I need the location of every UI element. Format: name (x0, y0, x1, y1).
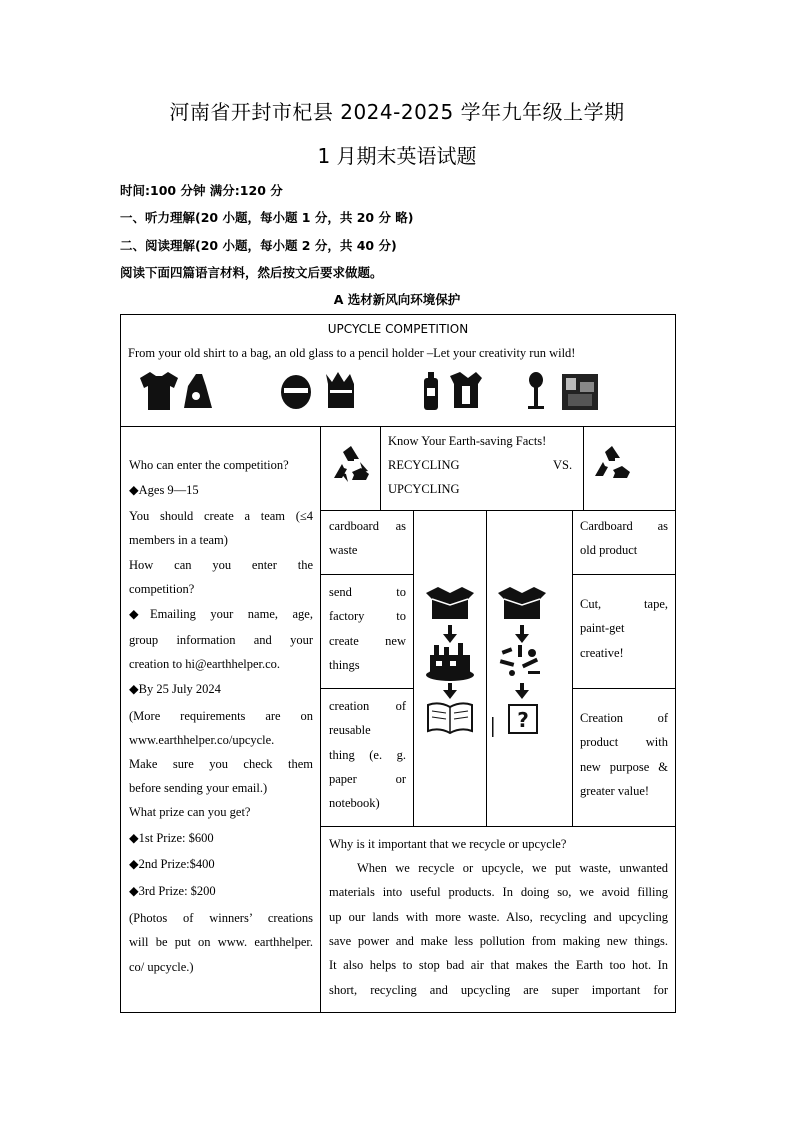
upcycle-step-line: creative! (580, 645, 624, 660)
arrow-down-icon (515, 683, 529, 699)
svg-text:?: ? (517, 708, 529, 732)
entry-info-line: competition? (129, 582, 195, 596)
entry-info-line: ◆Ages 9—15 (129, 483, 199, 497)
planter-icon (450, 372, 482, 408)
entry-info-line: ◆1st Prize: $600 (129, 831, 214, 845)
recycle-step-line: things (329, 657, 360, 672)
section-a-title: A 选材新风向环境保护 (333, 292, 461, 307)
upcycle-step-line: greater value! (580, 783, 650, 798)
factory-icon (426, 643, 474, 681)
entry-info-line: before sending your email.) (129, 781, 268, 795)
poster-heading: UPCYCLE COMPETITION (327, 322, 469, 336)
recycle-step-line: paper or (329, 771, 406, 786)
why-body-line: save power and make less pollution from making new things. (329, 933, 668, 948)
entry-info-line: (More requirements are on (129, 709, 313, 723)
recycling-flow-illustration (420, 585, 480, 745)
entry-info-line: How can you enter the (129, 558, 313, 572)
entry-info-line: members in a team) (129, 533, 228, 547)
facts-upcycling: UPCYCLING (388, 482, 460, 496)
why-body-line: short, recycling and upcycling are super important for (329, 982, 668, 997)
question-mark-icon (509, 705, 537, 733)
poster-tagline: From your old shirt to a bag, an old glass to a pencil holder –Let your creativity run wild! (128, 346, 576, 360)
facts-title: Know Your Earth-saving Facts! (388, 434, 547, 448)
bag-icon (184, 374, 212, 408)
entry-info-line: You should create a team (≤4 (129, 509, 313, 523)
part1-heading: 一、听力理解(20 小题，每小题 1 分，共 20 分 略) (120, 210, 414, 225)
upcycle-step-line: new purpose & (580, 759, 668, 774)
shirt-icon (140, 372, 178, 410)
recycle-step-line: reusable (329, 723, 371, 738)
arrow-down-icon (443, 625, 457, 643)
entry-info-line[interactable]: will be put on www. earthhelper. (129, 935, 313, 949)
entry-info-line[interactable]: www.earthhelper.co/upcycle. (129, 733, 275, 747)
entry-info-line: ◆Emailing your name, age, (129, 607, 313, 621)
upcycle-step-line: product with (580, 735, 668, 750)
entry-info-line[interactable]: creation to hi@earthhelper.co. (129, 657, 281, 671)
upcycle-icon (592, 444, 632, 482)
entry-info-line: Who can enter the competition? (129, 458, 289, 472)
upcycle-items-illustration (132, 368, 602, 414)
upcycle-step-line: Creation of (580, 711, 668, 725)
why-body-line: It also helps to stop bad air that makes the Earth too hot. In (329, 958, 668, 973)
entry-info-line: group information and your (129, 633, 313, 647)
recycle-step-line: notebook) (329, 796, 380, 811)
why-body-line: materials into useful products. In doing so, we avoid filling (329, 885, 668, 900)
upcycle-step-line: Cut, tape, (580, 597, 668, 611)
arrow-down-icon (443, 683, 457, 699)
entry-info-line: Make sure you check them (129, 757, 313, 771)
document-title: 河南省开封市杞县 2024-2025 学年九年级上学期 (169, 100, 625, 124)
entry-info-line: ◆2nd Prize:$400 (129, 857, 215, 871)
why-title: Why is it important that we recycle or upcycle? (329, 837, 567, 851)
why-body-line: When we recycle or upcycle, we put waste, unwanted (357, 861, 668, 875)
upcycle-step-line: Cardboard as (580, 519, 668, 533)
why-body-line: up our lands with more waste. Also, recycling and upcycling (329, 909, 668, 924)
recycle-step-line: send to (329, 585, 406, 599)
recycle-step-line: creation of (329, 699, 406, 713)
jar-icon (281, 375, 311, 409)
entry-info-line: What prize can you get? (129, 805, 251, 819)
facts-recycling: RECYCLING (388, 458, 460, 472)
upcycle-step-line: paint-get (580, 621, 625, 636)
document-subtitle: 1 月期末英语试题 (317, 144, 477, 168)
recycle-step-line: thing (e. g. (329, 747, 406, 762)
entry-info-line: ◆3rd Prize: $200 (129, 884, 216, 898)
upcycling-flow-illustration (492, 585, 552, 745)
part2-heading: 二、阅读理解(20 小题，每小题 2 分，共 40 分) (120, 238, 397, 253)
lamp-icon (528, 372, 544, 409)
entry-info-line: co/ upcycle.) (129, 960, 194, 974)
box-icon (426, 587, 474, 619)
facts-vs: VS. (553, 458, 573, 472)
recycle-icon (330, 444, 372, 484)
reading-instruction: 阅读下面四篇语言材料，然后按文后要求做题。 (120, 265, 383, 280)
exam-info: 时间:100 分钟 满分:120 分 (120, 183, 283, 198)
craft-tools-icon (500, 645, 540, 676)
entry-info-line: (Photos of winners’ creations (129, 911, 313, 925)
recycle-step-line: cardboard as (329, 519, 406, 533)
book-icon (428, 703, 472, 733)
recycle-step-line: waste (329, 543, 358, 558)
bottle-icon (424, 372, 438, 410)
recycle-step-line: create new (329, 633, 406, 648)
arrow-down-icon (515, 625, 529, 643)
upcycle-step-line: old product (580, 543, 638, 558)
entry-info-line: ◆By 25 July 2024 (129, 682, 221, 696)
pencil-holder-icon (326, 372, 354, 408)
box-icon (498, 587, 546, 619)
recycle-step-line: factory to (329, 609, 406, 624)
collage-icon (562, 374, 598, 410)
